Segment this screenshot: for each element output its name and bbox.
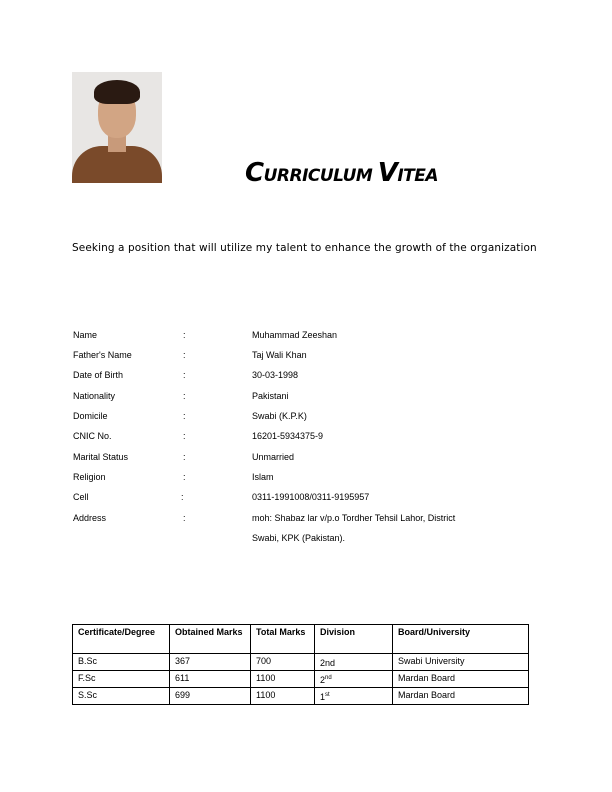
info-label: Religion bbox=[73, 472, 106, 482]
info-value: Islam bbox=[252, 472, 274, 482]
info-label: Cell bbox=[73, 492, 89, 502]
separator: : bbox=[183, 350, 186, 360]
table-header-row bbox=[73, 625, 529, 654]
info-label: Nationality bbox=[73, 391, 116, 401]
total-cell: 1100 bbox=[251, 671, 315, 688]
header-board: Board/University bbox=[393, 625, 529, 654]
separator: : bbox=[183, 431, 186, 441]
separator: : bbox=[183, 472, 186, 482]
division-cell: 2nd bbox=[315, 654, 393, 671]
board-cell: Mardan Board bbox=[393, 688, 529, 705]
division-cell: 1st bbox=[315, 688, 393, 705]
division-cell: 2nd bbox=[315, 671, 393, 688]
obtained-cell: 699 bbox=[170, 688, 251, 705]
degree-cell: B.Sc bbox=[73, 654, 170, 671]
separator: : bbox=[181, 492, 184, 502]
career-objective: Seeking a position that will utilize my talent to enhance the growth of the organization bbox=[72, 242, 537, 254]
info-value: Swabi (K.P.K) bbox=[252, 411, 307, 421]
education-table bbox=[72, 624, 529, 705]
header-degree: Certificate/Degree bbox=[73, 625, 170, 654]
obtained-cell: 367 bbox=[170, 654, 251, 671]
info-label: Address bbox=[73, 513, 107, 523]
board-cell: Swabi University bbox=[393, 654, 529, 671]
header-division: Division bbox=[315, 625, 393, 654]
info-value: Taj Wali Khan bbox=[252, 350, 307, 360]
info-value: 30-03-1998 bbox=[252, 370, 299, 380]
table-row bbox=[73, 654, 529, 671]
info-value: Pakistani bbox=[252, 391, 289, 401]
profile-photo bbox=[72, 72, 162, 183]
obtained-cell: 611 bbox=[170, 671, 251, 688]
total-cell: 700 bbox=[251, 654, 315, 671]
separator: : bbox=[183, 391, 186, 401]
separator: : bbox=[183, 452, 186, 462]
info-value: moh: Shabaz lar v/p.o Tordher Tehsil Lahor, District bbox=[252, 513, 456, 523]
info-value: Muhammad Zeeshan bbox=[252, 330, 338, 340]
info-label: Domicile bbox=[73, 411, 108, 421]
table-row bbox=[73, 671, 529, 688]
separator: : bbox=[183, 411, 186, 421]
info-label: CNIC No. bbox=[73, 431, 112, 441]
info-value: 0311-1991008/0311-9195957 bbox=[252, 492, 370, 502]
separator: : bbox=[183, 370, 186, 380]
info-value: Unmarried bbox=[252, 452, 295, 462]
separator: : bbox=[183, 513, 186, 523]
info-label: Marital Status bbox=[73, 452, 129, 462]
total-cell: 1100 bbox=[251, 688, 315, 705]
document-title: CURRICULUM VITEA bbox=[245, 158, 439, 188]
info-label: Name bbox=[73, 330, 98, 340]
info-value: Swabi, KPK (Pakistan). bbox=[252, 533, 346, 543]
degree-cell: S.Sc bbox=[73, 688, 170, 705]
info-label: Date of Birth bbox=[73, 370, 124, 380]
degree-cell: F.Sc bbox=[73, 671, 170, 688]
separator: : bbox=[183, 330, 186, 340]
info-label: Father's Name bbox=[73, 350, 132, 360]
header-obtained: Obtained Marks bbox=[170, 625, 251, 654]
board-cell: Mardan Board bbox=[393, 671, 529, 688]
header-total: Total Marks bbox=[251, 625, 315, 654]
table-row bbox=[73, 688, 529, 705]
info-value: 16201-5934375-9 bbox=[252, 431, 324, 441]
